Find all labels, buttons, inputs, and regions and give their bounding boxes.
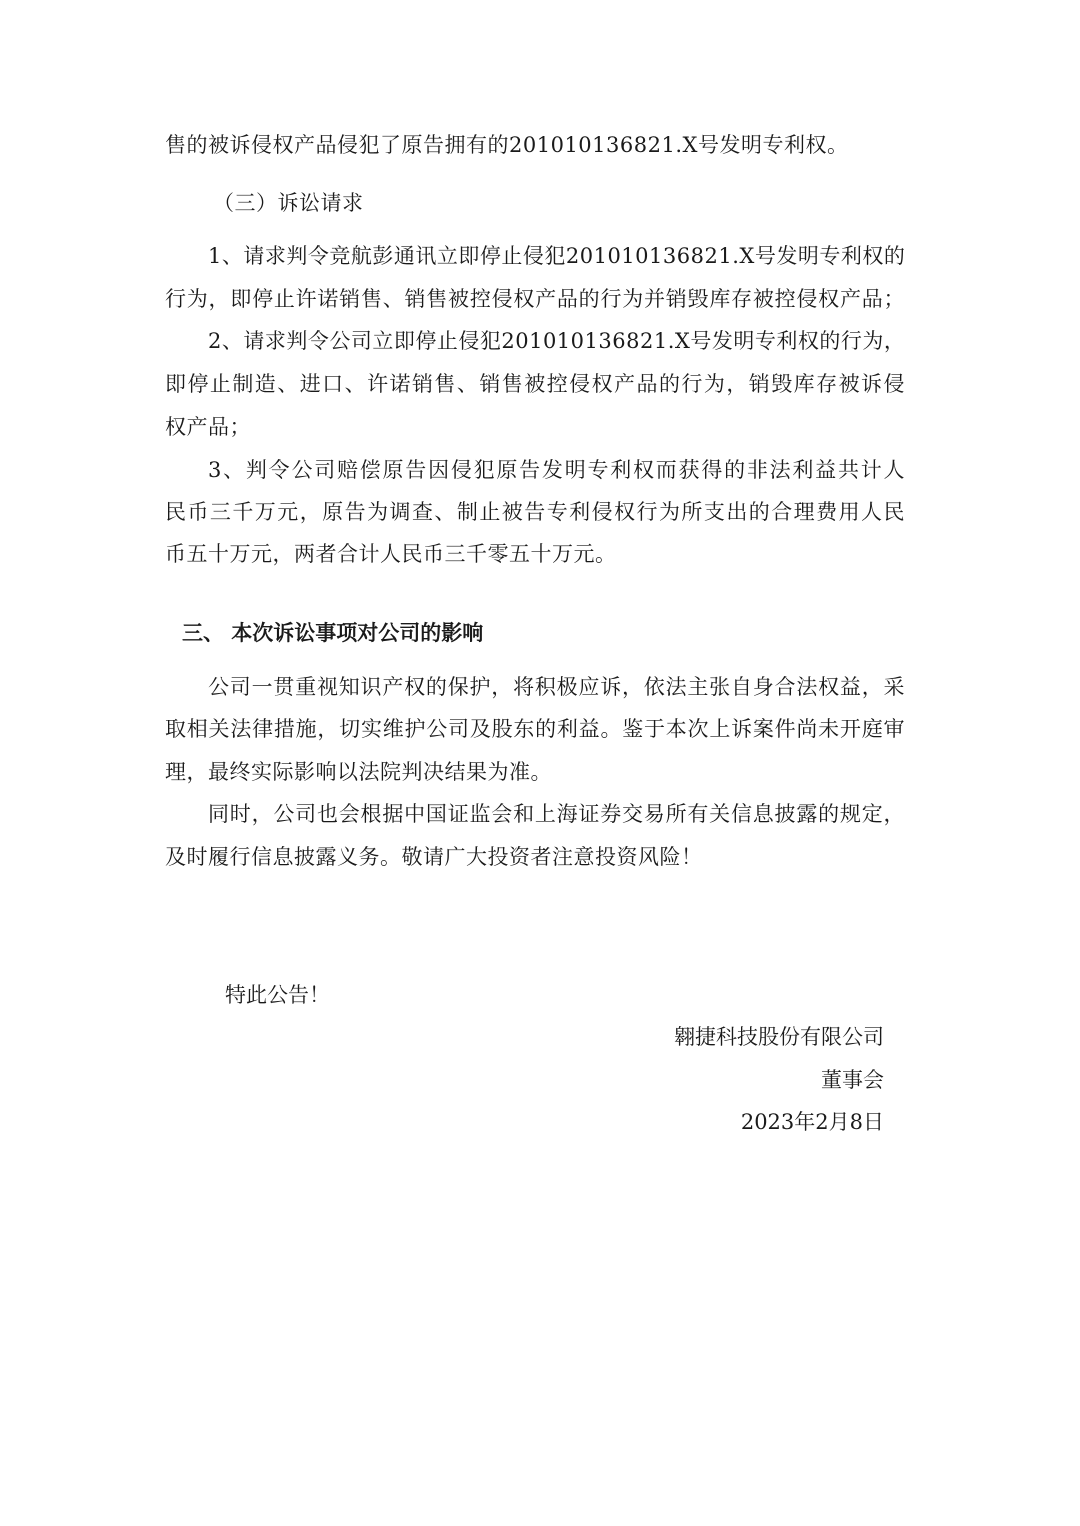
impact-para-1-line-2: 取相关法律措施，切实维护公司及股东的利益。鉴于本次上诉案件尚未开庭审 — [165, 717, 905, 741]
claim-2-line-1: 2、请求判令公司立即停止侵犯201010136821.X号发明专利权的行为， — [208, 329, 906, 353]
claim-3-line-3: 币五十万元，两者合计人民币三千零五十万元。 — [165, 542, 617, 566]
impact-para-2-line-1: 同时，公司也会根据中国证监会和上海证券交易所有关信息披露的规定， — [208, 802, 905, 826]
claim-2-line-2: 即停止制造、进口、许诺销售、销售被控侵权产品的行为，销毁库存被诉侵 — [165, 372, 905, 396]
claims-heading: （三）诉讼请求 — [213, 191, 364, 215]
closing-text: 特此公告！ — [225, 983, 330, 1007]
section-3-heading: 三、 本次诉讼事项对公司的影响 — [182, 621, 484, 645]
claim-3-line-2: 民币三千万元，原告为调查、制止被告专利侵权行为所支出的合理费用人民 — [165, 500, 905, 524]
signature-date: 2023年2月8日 — [740, 1110, 884, 1134]
signature-company: 翱捷科技股份有限公司 — [674, 1025, 884, 1049]
claim-1-line-2: 行为，即停止许诺销售、销售被控侵权产品的行为并销毁库存被控侵权产品； — [165, 287, 905, 311]
continuation-text: 售的被诉侵权产品侵犯了原告拥有的201010136821.X号发明专利权。 — [165, 133, 849, 157]
claim-2-line-3: 权产品； — [165, 415, 251, 439]
impact-para-1-line-1: 公司一贯重视知识产权的保护，将积极应诉，依法主张自身合法权益，采 — [208, 675, 905, 699]
claim-1-line-1: 1、请求判令竞航彭通讯立即停止侵犯201010136821.X号发明专利权的 — [208, 244, 906, 268]
impact-para-2-line-2: 及时履行信息披露义务。敬请广大投资者注意投资风险！ — [165, 845, 703, 869]
impact-para-1-line-3: 理，最终实际影响以法院判决结果为准。 — [165, 760, 552, 784]
claim-3-line-1: 3、判令公司赔偿原告因侵犯原告发明专利权而获得的非法利益共计人 — [208, 458, 905, 482]
signature-board: 董事会 — [821, 1068, 884, 1092]
